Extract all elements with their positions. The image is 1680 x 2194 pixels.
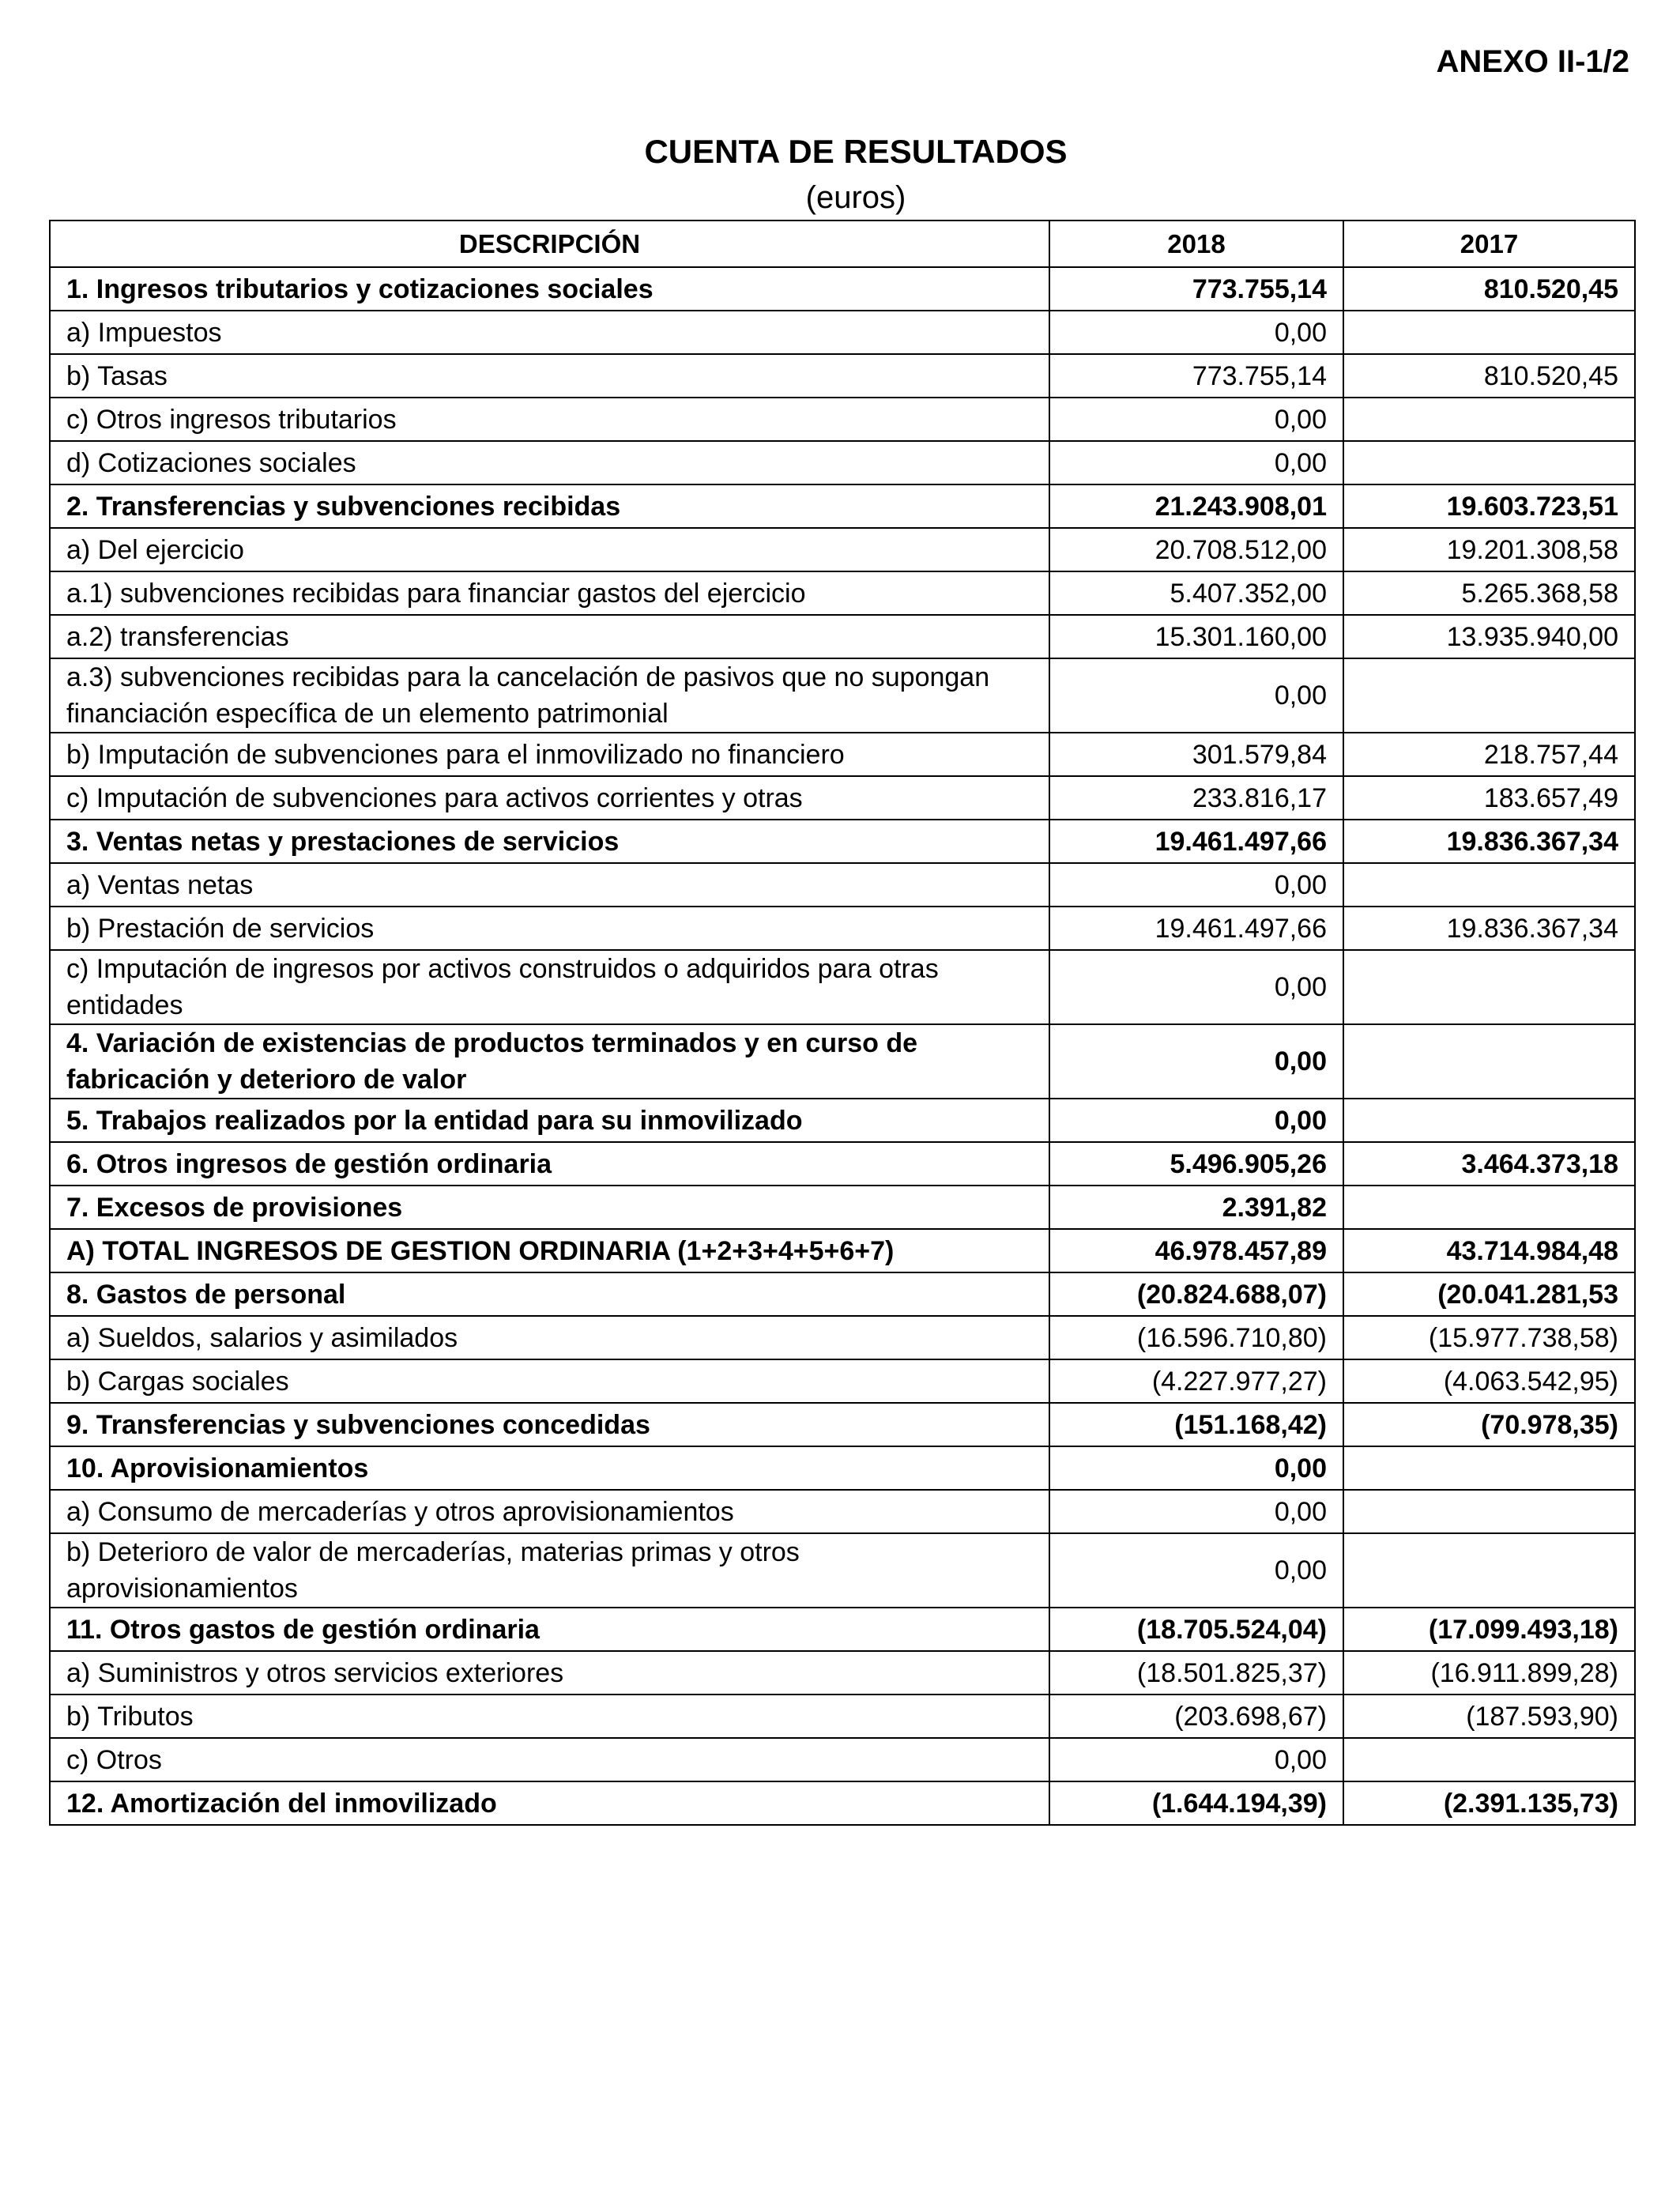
header-row	[50, 221, 1635, 267]
row-value-2018: 0,00	[1049, 1738, 1343, 1781]
row-value-2018: (20.824.688,07)	[1049, 1272, 1343, 1316]
row-value-2017: (4.063.542,95)	[1343, 1359, 1635, 1403]
row-description: a) Impuestos	[50, 311, 1049, 354]
table-row	[50, 776, 1635, 820]
row-value-2017: (16.911.899,28)	[1343, 1651, 1635, 1695]
row-value-2018: (203.698,67)	[1049, 1695, 1343, 1738]
table-row	[50, 1316, 1635, 1359]
row-description: b) Tributos	[50, 1695, 1049, 1738]
table-row	[50, 1781, 1635, 1825]
row-value-2018: 0,00	[1049, 1099, 1343, 1142]
row-description: c) Imputación de ingresos por activos construidos o adquiridos para otras entidades	[50, 950, 1049, 1024]
table-row	[50, 1490, 1635, 1533]
column-header-2018: 2018	[1049, 221, 1343, 267]
currency-subtitle: (euros)	[805, 180, 906, 215]
table-row	[50, 528, 1635, 571]
row-value-2017	[1343, 863, 1635, 907]
table-row	[50, 1359, 1635, 1403]
row-value-2017: 3.464.373,18	[1343, 1142, 1635, 1186]
row-description: A) TOTAL INGRESOS DE GESTION ORDINARIA (1+2+3+4+5+6+7)	[50, 1229, 1049, 1272]
row-value-2017	[1343, 441, 1635, 484]
row-value-2018: 15.301.160,00	[1049, 615, 1343, 658]
row-value-2017: 19.836.367,34	[1343, 820, 1635, 863]
table-row	[50, 1738, 1635, 1781]
row-description: c) Otros ingresos tributarios	[50, 398, 1049, 441]
row-value-2018: 19.461.497,66	[1049, 820, 1343, 863]
row-value-2018: (16.596.710,80)	[1049, 1316, 1343, 1359]
row-value-2018: 0,00	[1049, 311, 1343, 354]
row-value-2017: (187.593,90)	[1343, 1695, 1635, 1738]
row-value-2018: 0,00	[1049, 1490, 1343, 1533]
row-value-2018: 46.978.457,89	[1049, 1229, 1343, 1272]
row-value-2018: 0,00	[1049, 1446, 1343, 1490]
table-row	[50, 484, 1635, 528]
row-description: a) Consumo de mercaderías y otros aprovisionamientos	[50, 1490, 1049, 1533]
row-value-2017: (15.977.738,58)	[1343, 1316, 1635, 1359]
row-description: 10. Aprovisionamientos	[50, 1446, 1049, 1490]
table-row	[50, 1608, 1635, 1651]
page-title: CUENTA DE RESULTADOS	[644, 133, 1068, 170]
row-value-2017	[1343, 398, 1635, 441]
table-row	[50, 398, 1635, 441]
row-value-2017: (20.041.281,53	[1343, 1272, 1635, 1316]
row-value-2017: 19.836.367,34	[1343, 907, 1635, 950]
row-value-2018: 773.755,14	[1049, 267, 1343, 311]
row-value-2018: 233.816,17	[1049, 776, 1343, 820]
row-value-2018: 19.461.497,66	[1049, 907, 1343, 950]
table-row	[50, 1695, 1635, 1738]
table-header	[50, 221, 1635, 267]
row-value-2017	[1343, 1099, 1635, 1142]
row-value-2018: 0,00	[1049, 863, 1343, 907]
row-value-2017	[1343, 658, 1635, 733]
row-description: 11. Otros gastos de gestión ordinaria	[50, 1608, 1049, 1651]
table-row	[50, 1651, 1635, 1695]
table-row	[50, 733, 1635, 776]
row-description: c) Imputación de subvenciones para activos corrientes y otras	[50, 776, 1049, 820]
row-description: 8. Gastos de personal	[50, 1272, 1049, 1316]
row-description: 3. Ventas netas y prestaciones de servicios	[50, 820, 1049, 863]
table-row	[50, 267, 1635, 311]
row-value-2017: 19.201.308,58	[1343, 528, 1635, 571]
table-row	[50, 863, 1635, 907]
row-value-2017	[1343, 311, 1635, 354]
table-row	[50, 1403, 1635, 1446]
row-value-2018: 0,00	[1049, 398, 1343, 441]
row-value-2017	[1343, 1186, 1635, 1229]
row-value-2018: 773.755,14	[1049, 354, 1343, 398]
row-value-2018: 5.496.905,26	[1049, 1142, 1343, 1186]
row-description: b) Prestación de servicios	[50, 907, 1049, 950]
annex-label: ANEXO II-1/2	[1436, 44, 1629, 79]
row-value-2017: 13.935.940,00	[1343, 615, 1635, 658]
column-header-2017: 2017	[1343, 221, 1635, 267]
row-description: a.2) transferencias	[50, 615, 1049, 658]
row-value-2018: 0,00	[1049, 658, 1343, 733]
row-value-2017: 19.603.723,51	[1343, 484, 1635, 528]
row-value-2017	[1343, 1446, 1635, 1490]
row-description: a) Sueldos, salarios y asimilados	[50, 1316, 1049, 1359]
table-row	[50, 658, 1635, 733]
row-value-2017: 183.657,49	[1343, 776, 1635, 820]
row-value-2018: (18.705.524,04)	[1049, 1608, 1343, 1651]
row-description: a) Ventas netas	[50, 863, 1049, 907]
table-row	[50, 571, 1635, 615]
row-description: 9. Transferencias y subvenciones concedidas	[50, 1403, 1049, 1446]
row-description: b) Cargas sociales	[50, 1359, 1049, 1403]
table-row	[50, 1142, 1635, 1186]
table-row	[50, 1533, 1635, 1608]
row-description: 12. Amortización del inmovilizado	[50, 1781, 1049, 1825]
income-statement-table	[49, 220, 1636, 1826]
row-description: a) Del ejercicio	[50, 528, 1049, 571]
row-description: 1. Ingresos tributarios y cotizaciones sociales	[50, 267, 1049, 311]
row-value-2017: 810.520,45	[1343, 354, 1635, 398]
table-row	[50, 820, 1635, 863]
row-value-2018: 2.391,82	[1049, 1186, 1343, 1229]
row-value-2017: 5.265.368,58	[1343, 571, 1635, 615]
row-description: 4. Variación de existencias de productos terminados y en curso de fabricación y deterioro de valor	[50, 1024, 1049, 1099]
row-description: b) Tasas	[50, 354, 1049, 398]
row-value-2018: (4.227.977,27)	[1049, 1359, 1343, 1403]
row-value-2018: 0,00	[1049, 950, 1343, 1024]
row-value-2017: 810.520,45	[1343, 267, 1635, 311]
row-value-2018: 5.407.352,00	[1049, 571, 1343, 615]
table-row	[50, 1024, 1635, 1099]
row-value-2018: (1.644.194,39)	[1049, 1781, 1343, 1825]
row-value-2017: (2.391.135,73)	[1343, 1781, 1635, 1825]
table-row	[50, 950, 1635, 1024]
row-description: b) Deterioro de valor de mercaderías, materias primas y otros aprovisionamientos	[50, 1533, 1049, 1608]
table-body	[50, 267, 1635, 1825]
row-description: c) Otros	[50, 1738, 1049, 1781]
table-row	[50, 615, 1635, 658]
row-value-2018: 0,00	[1049, 1533, 1343, 1608]
table-row	[50, 354, 1635, 398]
row-description: b) Imputación de subvenciones para el inmovilizado no financiero	[50, 733, 1049, 776]
row-value-2018: 21.243.908,01	[1049, 484, 1343, 528]
row-value-2017: 218.757,44	[1343, 733, 1635, 776]
row-value-2017: (70.978,35)	[1343, 1403, 1635, 1446]
row-description: a.1) subvenciones recibidas para financiar gastos del ejercicio	[50, 571, 1049, 615]
row-description: a) Suministros y otros servicios exteriores	[50, 1651, 1049, 1695]
row-description: 2. Transferencias y subvenciones recibidas	[50, 484, 1049, 528]
row-value-2018: 20.708.512,00	[1049, 528, 1343, 571]
row-value-2017: (17.099.493,18)	[1343, 1608, 1635, 1651]
row-value-2017	[1343, 950, 1635, 1024]
row-value-2017	[1343, 1738, 1635, 1781]
row-value-2017	[1343, 1533, 1635, 1608]
row-value-2017: 43.714.984,48	[1343, 1229, 1635, 1272]
row-description: a.3) subvenciones recibidas para la cancelación de pasivos que no supongan financiación específica de un elemento patrimonial	[50, 658, 1049, 733]
row-value-2018: 0,00	[1049, 1024, 1343, 1099]
table-row	[50, 1099, 1635, 1142]
row-value-2018: 0,00	[1049, 441, 1343, 484]
row-description: 7. Excesos de provisiones	[50, 1186, 1049, 1229]
table-row	[50, 1229, 1635, 1272]
table-row	[50, 1186, 1635, 1229]
table-row	[50, 311, 1635, 354]
row-description: 5. Trabajos realizados por la entidad para su inmovilizado	[50, 1099, 1049, 1142]
row-value-2018: (18.501.825,37)	[1049, 1651, 1343, 1695]
row-value-2017	[1343, 1490, 1635, 1533]
column-header-description: DESCRIPCIÓN	[50, 221, 1049, 267]
row-description: 6. Otros ingresos de gestión ordinaria	[50, 1142, 1049, 1186]
row-description: d) Cotizaciones sociales	[50, 441, 1049, 484]
row-value-2017	[1343, 1024, 1635, 1099]
row-value-2018: 301.579,84	[1049, 733, 1343, 776]
table-row	[50, 1272, 1635, 1316]
table-row	[50, 441, 1635, 484]
table-row	[50, 907, 1635, 950]
table-row	[50, 1446, 1635, 1490]
row-value-2018: (151.168,42)	[1049, 1403, 1343, 1446]
